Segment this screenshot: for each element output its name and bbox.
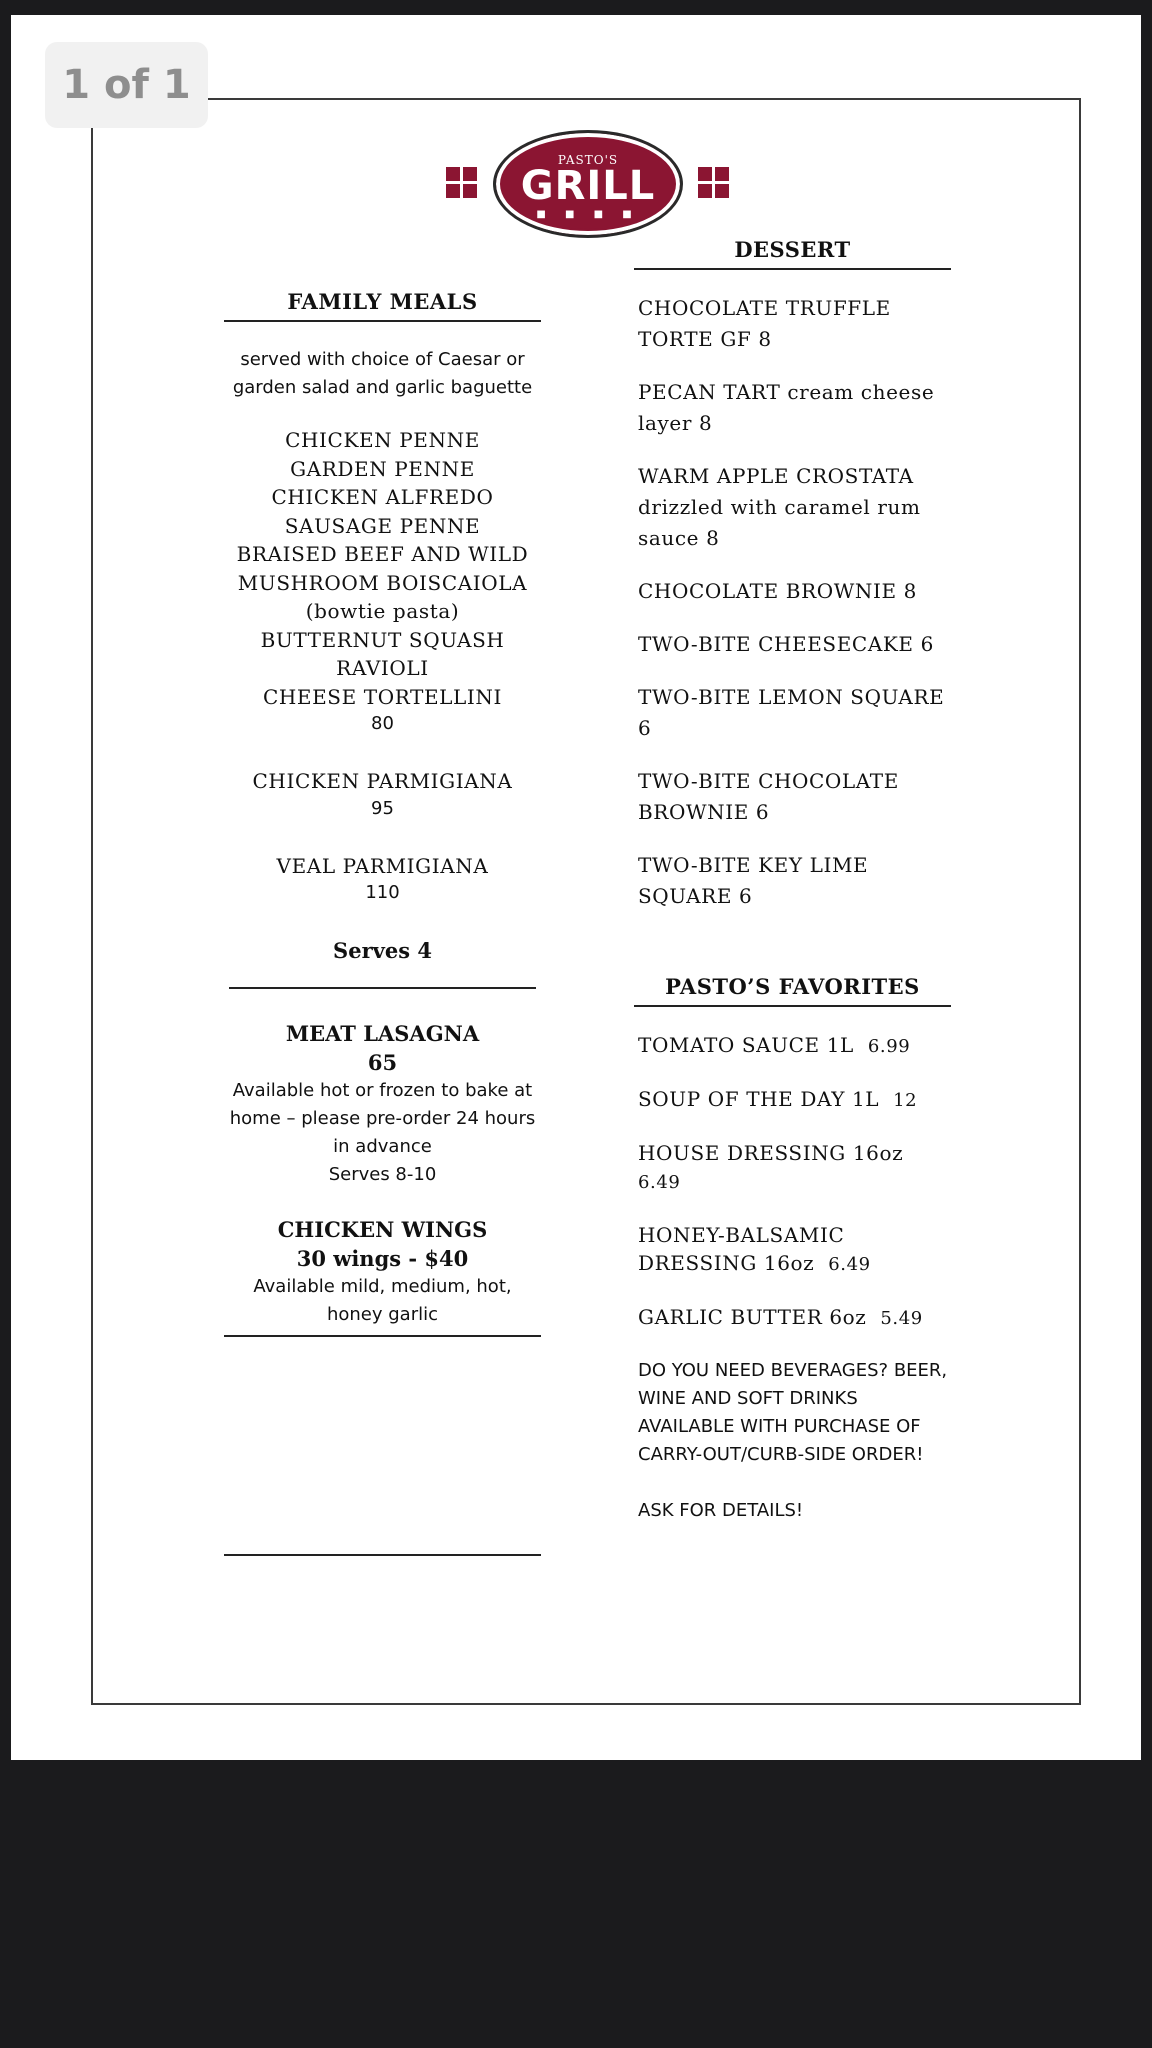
chicken-parm-price: 95: [371, 797, 394, 819]
logo-big-text: GRILL: [520, 163, 656, 209]
veal-parm-item: VEAL PARMIGIANA: [276, 853, 489, 878]
pasta-list: [224, 426, 541, 737]
favorite-name: SOUP OF THE DAY 1L: [638, 1087, 880, 1111]
favorite-name: GARLIC BUTTER 6oz: [638, 1305, 867, 1329]
family-meals-heading: FAMILY MEALS: [224, 289, 541, 322]
family-meals-note: served with choice of Caesar or garden salad and garlic baguette: [232, 349, 533, 398]
ask-note: ASK FOR DETAILS!: [638, 1500, 804, 1521]
divider: [224, 1554, 541, 1556]
serves-label: Serves 4: [333, 938, 432, 963]
lasagna-price: 65: [367, 1050, 398, 1075]
favorite-price: 6.49: [638, 1172, 681, 1193]
pasta-price: 80: [371, 713, 394, 734]
dessert-item: WARM APPLE CROSTATA drizzled with caramel rum sauce 8: [638, 464, 921, 550]
dessert-item: TWO-BITE LEMON SQUARE 6: [638, 685, 945, 740]
menu-item: GARDEN PENNE: [290, 456, 475, 481]
menu-item: CHEESE TORTELLINI: [262, 684, 503, 709]
menu-item: SAUSAGE PENNE: [284, 513, 481, 538]
menu-page: [11, 15, 1141, 1760]
menu-item: BUTTERNUT SQUASH RAVIOLI: [260, 627, 505, 680]
veal-parm-price: 110: [365, 882, 400, 903]
dessert-list: [634, 293, 951, 912]
menu-item: BRAISED BEEF AND WILD MUSHROOM BOISCAIOLA (bowtie pasta): [236, 542, 529, 623]
logo-square-right-icon: [698, 167, 729, 198]
favorite-item: [638, 1221, 951, 1279]
lasagna-serves: Serves 8-10: [328, 1164, 437, 1185]
favorite-price: 6.49: [828, 1254, 871, 1275]
favorite-name: HOUSE DRESSING 16oz: [638, 1141, 904, 1165]
dessert-item: PECAN TART cream cheese layer 8: [638, 380, 935, 435]
favorite-item: [638, 1085, 951, 1115]
dessert-item: CHOCOLATE BROWNIE 8: [638, 579, 917, 603]
favorites-list: [634, 1031, 951, 1525]
divider: [224, 1335, 541, 1337]
logo-dots: ■ ■ ■ ■: [536, 209, 640, 220]
lasagna-note: Available hot or frozen to bake at home – please pre-order 24 hours in advance: [229, 1080, 536, 1157]
grill-logo: [446, 130, 729, 240]
menu-item: CHICKEN PENNE: [285, 428, 480, 452]
page-indicator: 1 of 1: [45, 42, 208, 128]
favorite-price: 12: [893, 1090, 918, 1111]
favorite-price: 6.99: [867, 1036, 911, 1057]
menu-item: CHICKEN ALFREDO: [271, 485, 494, 509]
dessert-item: TWO-BITE KEY LIME SQUARE 6: [638, 853, 869, 908]
dessert-item: TWO-BITE CHEESECAKE 6: [638, 632, 934, 656]
favorite-name: HONEY-BALSAMIC DRESSING 16oz: [638, 1223, 845, 1275]
wings-note: Available mild, medium, hot, honey garlic: [253, 1276, 512, 1325]
favorite-price: 5.49: [880, 1308, 923, 1329]
favorite-item: [638, 1139, 951, 1197]
beverage-note: DO YOU NEED BEVERAGES? BEER, WINE AND SOFT DRINKS AVAILABLE WITH PURCHASE OF CARRY-OUT/CURB-SIDE ORDER!: [638, 1360, 948, 1465]
dessert-item: CHOCOLATE TRUFFLE TORTE GF 8: [638, 296, 891, 351]
favorite-item: [638, 1303, 951, 1333]
left-column: [224, 289, 541, 1556]
right-column: [634, 237, 951, 1525]
dessert-item: TWO-BITE CHOCOLATE BROWNIE 6: [638, 769, 899, 824]
wings-price: 30 wings - $40: [296, 1246, 469, 1271]
favorite-name: TOMATO SAUCE 1L: [638, 1033, 854, 1057]
logo-oval: [493, 130, 683, 238]
divider: [229, 987, 536, 989]
chicken-parm-item: CHICKEN PARMIGIANA: [252, 769, 513, 793]
favorite-item: [638, 1031, 951, 1061]
wings-title: CHICKEN WINGS: [277, 1217, 488, 1242]
dessert-heading: DESSERT: [634, 237, 951, 270]
favorites-heading: PASTO’S FAVORITES: [634, 974, 951, 1007]
logo-small-text: PASTO'S: [557, 153, 619, 167]
lasagna-title: MEAT LASAGNA: [285, 1021, 480, 1046]
logo-square-left-icon: [446, 167, 477, 198]
